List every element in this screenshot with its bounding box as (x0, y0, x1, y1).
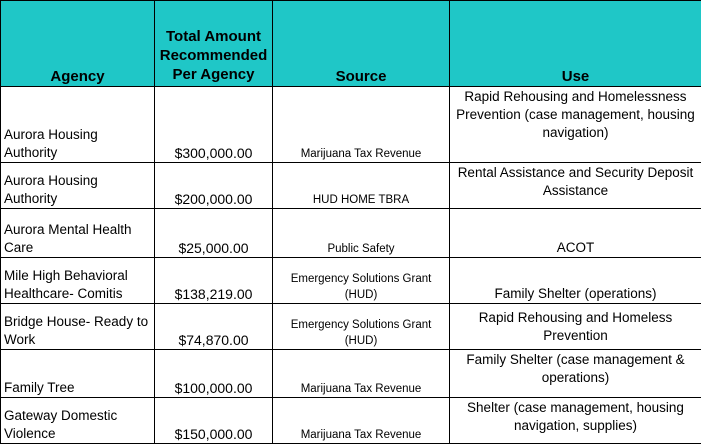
amount-cell: $25,000.00 (155, 209, 273, 258)
source-cell: HUD HOME TBRA (273, 163, 450, 209)
header-amount: Total Amount Recommended Per Agency (155, 1, 273, 87)
agency-cell: Family Tree (1, 350, 155, 398)
use-cell: Family Shelter (operations) (450, 258, 701, 304)
table-row (1, 87, 701, 163)
agency-cell: Aurora Housing Authority (1, 163, 155, 209)
header-agency: Agency (1, 1, 155, 87)
agency-cell: Bridge House- Ready to Work (1, 304, 155, 350)
header-row (1, 1, 701, 87)
source-cell: Marijuana Tax Revenue (273, 398, 450, 444)
table-row (1, 163, 701, 209)
amount-cell: $100,000.00 (155, 350, 273, 398)
use-cell: Shelter (case management, housing navigation, supplies) (450, 398, 701, 444)
amount-cell: $138,219.00 (155, 258, 273, 304)
use-cell: ACOT (450, 209, 701, 258)
agency-cell: Aurora Housing Authority (1, 87, 155, 163)
agency-cell: Mile High Behavioral Healthcare- Comitis (1, 258, 155, 304)
source-cell: Emergency Solutions Grant (HUD) (273, 258, 450, 304)
amount-cell: $150,000.00 (155, 398, 273, 444)
source-cell: Marijuana Tax Revenue (273, 87, 450, 163)
source-cell: Emergency Solutions Grant (HUD) (273, 304, 450, 350)
use-cell: Rapid Rehousing and Homelessness Prevention (case management, housing navigation) (450, 87, 701, 163)
agency-cell: Gateway Domestic Violence (1, 398, 155, 444)
table-row (1, 304, 701, 350)
use-cell: Rental Assistance and Security Deposit Assistance (450, 163, 701, 209)
table-row (1, 209, 701, 258)
agency-cell: Aurora Mental Health Care (1, 209, 155, 258)
table-row (1, 258, 701, 304)
header-source: Source (273, 1, 450, 87)
amount-cell: $74,870.00 (155, 304, 273, 350)
amount-cell: $200,000.00 (155, 163, 273, 209)
table-row (1, 350, 701, 398)
amount-cell: $300,000.00 (155, 87, 273, 163)
source-cell: Public Safety (273, 209, 450, 258)
use-cell: Rapid Rehousing and Homeless Prevention (450, 304, 701, 350)
source-cell: Marijuana Tax Revenue (273, 350, 450, 398)
header-use: Use (450, 1, 701, 87)
table-row (1, 398, 701, 444)
use-cell: Family Shelter (case management & operations) (450, 350, 701, 398)
